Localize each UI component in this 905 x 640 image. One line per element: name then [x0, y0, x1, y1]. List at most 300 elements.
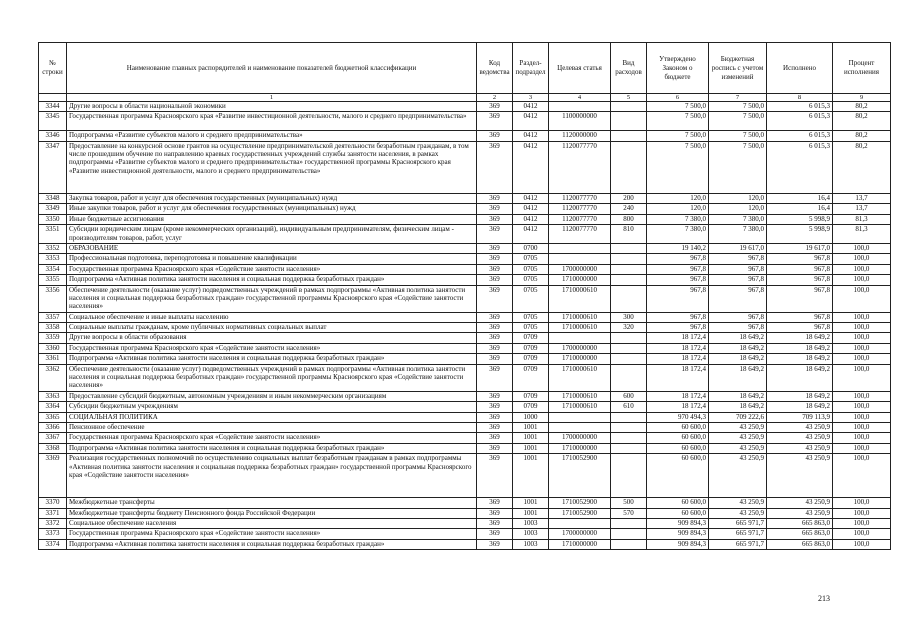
header-num: № строки — [39, 43, 67, 94]
row-razdel: 0412 — [513, 193, 549, 203]
row-number: 3370 — [39, 498, 67, 508]
row-rosp: 120,0 — [709, 193, 767, 203]
row-razdel: 0705 — [513, 312, 549, 322]
row-rosp: 665 971,7 — [709, 539, 767, 549]
row-ved: 369 — [477, 204, 513, 214]
row-proc: 100,0 — [833, 443, 891, 453]
row-utv: 7 500,0 — [647, 102, 709, 112]
row-rosp: 43 250,9 — [709, 454, 767, 498]
row-proc: 13,7 — [833, 193, 891, 203]
row-number: 3362 — [39, 364, 67, 391]
row-celevaya: 1700000000 — [549, 433, 611, 443]
row-name: Обеспечение деятельности (оказание услуг) подведомственных учреждений в рамках подпрограммы «Активная политика занятости населения и социальная поддержка безработных граждан» государственной программы Красноярского края «Содействие занятости населения» — [67, 285, 477, 312]
row-name: Социальное обеспечение населения — [67, 518, 477, 528]
row-vid: 500 — [611, 498, 647, 508]
table-row — [39, 323, 891, 333]
row-number: 3347 — [39, 141, 67, 193]
row-vid — [611, 454, 647, 498]
row-ved: 369 — [477, 402, 513, 412]
row-name: Подпрограмма «Активная политика занятости населения и социальная поддержка безработных граждан» — [67, 443, 477, 453]
table-row — [39, 454, 891, 498]
row-rosp: 18 649,2 — [709, 364, 767, 391]
row-proc: 100,0 — [833, 402, 891, 412]
row-number: 3364 — [39, 402, 67, 412]
row-utv: 60 600,0 — [647, 498, 709, 508]
row-number: 3356 — [39, 285, 67, 312]
row-proc: 100,0 — [833, 529, 891, 539]
row-utv: 60 600,0 — [647, 433, 709, 443]
page-number: 213 — [818, 594, 830, 603]
header-razdel: Раздел-подраздел — [513, 43, 549, 94]
row-rosp: 7 500,0 — [709, 141, 767, 193]
row-utv: 19 140,2 — [647, 243, 709, 253]
row-celevaya: 1710052900 — [549, 508, 611, 518]
row-proc: 100,0 — [833, 285, 891, 312]
table-row — [39, 391, 891, 401]
row-celevaya: 1100000000 — [549, 112, 611, 131]
row-isp: 18 649,2 — [767, 402, 833, 412]
table-row — [39, 539, 891, 549]
row-name: Социальное обеспечение и иные выплаты населению — [67, 312, 477, 322]
row-razdel: 0705 — [513, 323, 549, 333]
row-utv: 909 894,3 — [647, 518, 709, 528]
row-proc: 100,0 — [833, 433, 891, 443]
row-utv: 967,8 — [647, 264, 709, 274]
row-rosp: 967,8 — [709, 254, 767, 264]
row-razdel: 1003 — [513, 529, 549, 539]
row-vid: 600 — [611, 391, 647, 401]
row-vid — [611, 443, 647, 453]
row-celevaya: 1700000000 — [549, 264, 611, 274]
row-proc: 100,0 — [833, 323, 891, 333]
row-number: 3365 — [39, 412, 67, 422]
row-vid: 570 — [611, 508, 647, 518]
table-row — [39, 354, 891, 364]
row-ved: 369 — [477, 243, 513, 253]
row-rosp: 665 971,7 — [709, 529, 767, 539]
row-razdel: 0709 — [513, 391, 549, 401]
col-index-7: 7 — [709, 94, 767, 102]
row-razdel: 1001 — [513, 433, 549, 443]
row-razdel: 0705 — [513, 264, 549, 274]
row-razdel: 0709 — [513, 402, 549, 412]
row-isp: 967,8 — [767, 264, 833, 274]
row-razdel: 1001 — [513, 423, 549, 433]
row-celevaya: 1710000610 — [549, 312, 611, 322]
row-razdel: 1001 — [513, 443, 549, 453]
row-name: Подпрограмма «Активная политика занятости населения и социальная поддержка безработных граждан» — [67, 354, 477, 364]
row-utv: 967,8 — [647, 275, 709, 285]
row-number: 3372 — [39, 518, 67, 528]
row-proc: 100,0 — [833, 364, 891, 391]
row-rosp: 7 380,0 — [709, 225, 767, 244]
row-ved: 369 — [477, 285, 513, 312]
row-rosp: 18 649,2 — [709, 354, 767, 364]
table-row — [39, 433, 891, 443]
table-row — [39, 402, 891, 412]
table-row — [39, 529, 891, 539]
row-ved: 369 — [477, 539, 513, 549]
row-ved: 369 — [477, 323, 513, 333]
row-number: 3355 — [39, 275, 67, 285]
row-celevaya: 1120077770 — [549, 225, 611, 244]
row-celevaya: 1120000000 — [549, 131, 611, 141]
row-proc: 80,2 — [833, 112, 891, 131]
row-celevaya — [549, 102, 611, 112]
row-vid — [611, 343, 647, 353]
row-name: Иные закупки товаров, работ и услуг для обеспечения государственных (муниципальных) нужд — [67, 204, 477, 214]
table-row — [39, 275, 891, 285]
row-vid — [611, 254, 647, 264]
row-vid — [611, 364, 647, 391]
row-utv: 60 600,0 — [647, 508, 709, 518]
row-name: Социальные выплаты гражданам, кроме публичных нормативных социальных выплат — [67, 323, 477, 333]
row-celevaya: 1700000000 — [549, 529, 611, 539]
row-number: 3369 — [39, 454, 67, 498]
row-isp: 43 250,9 — [767, 508, 833, 518]
row-rosp: 7 500,0 — [709, 131, 767, 141]
row-celevaya — [549, 423, 611, 433]
col-index-5: 5 — [611, 94, 647, 102]
table-row — [39, 518, 891, 528]
row-name: Подпрограмма «Развитие субъектов малого и среднего предпринимательства» — [67, 131, 477, 141]
row-proc: 100,0 — [833, 412, 891, 422]
row-ved: 369 — [477, 498, 513, 508]
row-proc: 81,3 — [833, 225, 891, 244]
row-razdel: 1001 — [513, 498, 549, 508]
row-utv: 7 500,0 — [647, 131, 709, 141]
row-number: 3360 — [39, 343, 67, 353]
row-proc: 100,0 — [833, 539, 891, 549]
row-vid — [611, 275, 647, 285]
row-vid — [611, 518, 647, 528]
row-utv: 120,0 — [647, 193, 709, 203]
row-proc: 100,0 — [833, 243, 891, 253]
row-number: 3348 — [39, 193, 67, 203]
row-name: Межбюджетные трансферты бюджету Пенсионного фонда Российской Федерации — [67, 508, 477, 518]
budget-table — [38, 42, 891, 550]
row-ved: 369 — [477, 529, 513, 539]
row-ved: 369 — [477, 225, 513, 244]
row-celevaya: 1710000610 — [549, 364, 611, 391]
col-index-blank — [39, 94, 67, 102]
row-utv: 18 172,4 — [647, 333, 709, 343]
row-vid — [611, 354, 647, 364]
row-vid — [611, 102, 647, 112]
row-rosp: 967,8 — [709, 312, 767, 322]
row-razdel: 0709 — [513, 364, 549, 391]
row-vid — [611, 412, 647, 422]
table-row — [39, 412, 891, 422]
row-number: 3367 — [39, 433, 67, 443]
row-celevaya: 1710000000 — [549, 539, 611, 549]
budget-table-page — [38, 42, 890, 550]
col-index-3: 3 — [513, 94, 549, 102]
row-isp: 18 649,2 — [767, 364, 833, 391]
row-utv: 60 600,0 — [647, 423, 709, 433]
col-index-8: 8 — [767, 94, 833, 102]
row-rosp: 967,8 — [709, 285, 767, 312]
row-isp: 18 649,2 — [767, 354, 833, 364]
row-vid — [611, 112, 647, 131]
row-rosp: 18 649,2 — [709, 402, 767, 412]
row-razdel: 0705 — [513, 285, 549, 312]
row-name: Предоставление на конкурсной основе грантов на осуществление предпринимательской деятельности безработным гражданам, в том числе прошедшим обучение по направлению краевых государственных учреждений службы занятости населения, в рамках подпрограммы «Развитие субъектов малого и среднего предпринимательства» государственной программы Красноярского края «Развитие инвестиционной деятельности, малого и среднего предпринимательства» — [67, 141, 477, 193]
row-utv: 967,8 — [647, 312, 709, 322]
row-razdel: 1003 — [513, 518, 549, 528]
row-utv: 7 380,0 — [647, 225, 709, 244]
row-proc: 100,0 — [833, 343, 891, 353]
row-name: Субсидии бюджетным учреждениям — [67, 402, 477, 412]
row-number: 3374 — [39, 539, 67, 549]
row-vid: 240 — [611, 204, 647, 214]
row-vid — [611, 264, 647, 274]
row-name: ОБРАЗОВАНИЕ — [67, 243, 477, 253]
row-name: Пенсионное обеспечение — [67, 423, 477, 433]
row-isp: 5 998,9 — [767, 225, 833, 244]
row-proc: 100,0 — [833, 354, 891, 364]
table-row — [39, 214, 891, 224]
row-ved: 369 — [477, 214, 513, 224]
row-celevaya: 1710000610 — [549, 323, 611, 333]
row-rosp: 967,8 — [709, 275, 767, 285]
row-number: 3354 — [39, 264, 67, 274]
row-ved: 369 — [477, 141, 513, 193]
row-razdel: 0412 — [513, 214, 549, 224]
table-row — [39, 112, 891, 131]
row-isp: 43 250,9 — [767, 433, 833, 443]
row-utv: 7 380,0 — [647, 214, 709, 224]
row-proc: 81,3 — [833, 214, 891, 224]
row-isp: 665 863,0 — [767, 518, 833, 528]
col-index-9: 9 — [833, 94, 891, 102]
row-name: Предоставление субсидий бюджетным, автономным учреждениям и иным некоммерческим организациям — [67, 391, 477, 401]
row-proc: 100,0 — [833, 518, 891, 528]
row-razdel: 0412 — [513, 112, 549, 131]
row-vid: 200 — [611, 193, 647, 203]
row-number: 3344 — [39, 102, 67, 112]
table-row — [39, 131, 891, 141]
table-body — [39, 102, 891, 550]
row-isp: 967,8 — [767, 285, 833, 312]
row-isp: 43 250,9 — [767, 443, 833, 453]
row-celevaya: 1710000000 — [549, 275, 611, 285]
row-celevaya — [549, 518, 611, 528]
row-ved: 369 — [477, 433, 513, 443]
row-number: 3363 — [39, 391, 67, 401]
row-number: 3361 — [39, 354, 67, 364]
row-razdel: 1001 — [513, 454, 549, 498]
row-utv: 967,8 — [647, 323, 709, 333]
row-vid — [611, 141, 647, 193]
row-proc: 100,0 — [833, 333, 891, 343]
row-name: Профессиональная подготовка, переподготовка и повышение квалификации — [67, 254, 477, 264]
row-isp: 6 015,3 — [767, 131, 833, 141]
row-utv: 909 894,3 — [647, 529, 709, 539]
row-isp: 16,4 — [767, 204, 833, 214]
row-utv: 18 172,4 — [647, 354, 709, 364]
row-celevaya — [549, 243, 611, 253]
row-rosp: 18 649,2 — [709, 343, 767, 353]
row-name: Государственная программа Красноярского края «Содействие занятости населения» — [67, 529, 477, 539]
row-celevaya: 1120077770 — [549, 204, 611, 214]
col-index-6: 6 — [647, 94, 709, 102]
row-proc: 100,0 — [833, 498, 891, 508]
row-proc: 100,0 — [833, 391, 891, 401]
row-utv: 60 600,0 — [647, 443, 709, 453]
row-celevaya: 1120077770 — [549, 214, 611, 224]
row-number: 3350 — [39, 214, 67, 224]
row-celevaya — [549, 333, 611, 343]
row-utv: 967,8 — [647, 254, 709, 264]
row-rosp: 7 500,0 — [709, 102, 767, 112]
row-isp: 18 649,2 — [767, 391, 833, 401]
column-index-row — [39, 94, 891, 102]
row-number: 3349 — [39, 204, 67, 214]
row-isp: 43 250,9 — [767, 454, 833, 498]
row-razdel: 0412 — [513, 204, 549, 214]
row-isp: 967,8 — [767, 275, 833, 285]
row-ved: 369 — [477, 193, 513, 203]
row-isp: 6 015,3 — [767, 141, 833, 193]
table-row — [39, 333, 891, 343]
row-utv: 7 500,0 — [647, 112, 709, 131]
row-celevaya: 1700000000 — [549, 343, 611, 353]
row-ved: 369 — [477, 112, 513, 131]
row-rosp: 43 250,9 — [709, 508, 767, 518]
row-vid: 320 — [611, 323, 647, 333]
row-name: Реализация государственных полномочий по осуществлению социальных выплат безработным гражданам в рамках подпрограммы «Активная политика занятости населения и социальная поддержка безработных граждан» государственной программы Красноярского края «Содействие занятости населения» — [67, 454, 477, 498]
row-ved: 369 — [477, 333, 513, 343]
row-number: 3358 — [39, 323, 67, 333]
table-row — [39, 423, 891, 433]
header-ved: Код ведомства — [477, 43, 513, 94]
header-row — [39, 43, 891, 94]
row-number: 3359 — [39, 333, 67, 343]
row-celevaya: 1710000000 — [549, 443, 611, 453]
row-razdel: 0709 — [513, 343, 549, 353]
row-rosp: 7 380,0 — [709, 214, 767, 224]
row-vid: 810 — [611, 225, 647, 244]
header-utv: Утверждено Законом о бюджете — [647, 43, 709, 94]
row-vid: 610 — [611, 402, 647, 412]
row-proc: 100,0 — [833, 254, 891, 264]
row-name: Государственная программа Красноярского края «Содействие занятости населения» — [67, 433, 477, 443]
table-row — [39, 312, 891, 322]
row-rosp: 967,8 — [709, 264, 767, 274]
header-name: Наименование главных распорядителей и наименование показателей бюджетной классификации — [67, 43, 477, 94]
row-rosp: 18 649,2 — [709, 333, 767, 343]
row-vid — [611, 333, 647, 343]
row-name: Другие вопросы в области образования — [67, 333, 477, 343]
table-row — [39, 508, 891, 518]
header-vid: Вид расходов — [611, 43, 647, 94]
table-row — [39, 204, 891, 214]
row-isp: 43 250,9 — [767, 423, 833, 433]
row-ved: 369 — [477, 102, 513, 112]
row-rosp: 7 500,0 — [709, 112, 767, 131]
row-utv: 970 494,3 — [647, 412, 709, 422]
row-name: Подпрограмма «Активная политика занятости населения и социальная поддержка безработных граждан» — [67, 539, 477, 549]
header-proc: Процент исполнения — [833, 43, 891, 94]
row-razdel: 1003 — [513, 539, 549, 549]
row-utv: 18 172,4 — [647, 402, 709, 412]
row-vid — [611, 131, 647, 141]
row-name: СОЦИАЛЬНАЯ ПОЛИТИКА — [67, 412, 477, 422]
row-rosp: 43 250,9 — [709, 423, 767, 433]
row-isp: 967,8 — [767, 254, 833, 264]
row-isp: 5 998,9 — [767, 214, 833, 224]
row-utv: 967,8 — [647, 285, 709, 312]
row-utv: 7 500,0 — [647, 141, 709, 193]
row-celevaya — [549, 412, 611, 422]
row-utv: 18 172,4 — [647, 343, 709, 353]
row-proc: 100,0 — [833, 312, 891, 322]
row-number: 3345 — [39, 112, 67, 131]
row-razdel: 0700 — [513, 243, 549, 253]
row-rosp: 43 250,9 — [709, 443, 767, 453]
row-name: Закупка товаров, работ и услуг для обеспечения государственных (муниципальных) нужд — [67, 193, 477, 203]
table-row — [39, 443, 891, 453]
row-vid — [611, 529, 647, 539]
row-vid — [611, 433, 647, 443]
row-ved: 369 — [477, 454, 513, 498]
row-vid — [611, 423, 647, 433]
table-row — [39, 264, 891, 274]
row-rosp: 967,8 — [709, 323, 767, 333]
row-name: Государственная программа Красноярского края «Развитие инвестиционной деятельности, малого и среднего предпринимательства» — [67, 112, 477, 131]
row-rosp: 120,0 — [709, 204, 767, 214]
row-proc: 100,0 — [833, 508, 891, 518]
row-vid — [611, 243, 647, 253]
row-isp: 6 015,3 — [767, 112, 833, 131]
row-number: 3371 — [39, 508, 67, 518]
row-utv: 18 172,4 — [647, 364, 709, 391]
row-ved: 369 — [477, 131, 513, 141]
row-isp: 665 863,0 — [767, 529, 833, 539]
row-name: Другие вопросы в области национальной экономики — [67, 102, 477, 112]
row-number: 3357 — [39, 312, 67, 322]
row-ved: 369 — [477, 423, 513, 433]
table-row — [39, 141, 891, 193]
row-name: Иные бюджетные ассигнования — [67, 214, 477, 224]
row-rosp: 43 250,9 — [709, 498, 767, 508]
table-row — [39, 285, 891, 312]
row-proc: 100,0 — [833, 423, 891, 433]
col-index-2: 2 — [477, 94, 513, 102]
row-celevaya: 1710000610 — [549, 391, 611, 401]
col-index-1: 1 — [67, 94, 477, 102]
row-number: 3353 — [39, 254, 67, 264]
row-ved: 369 — [477, 391, 513, 401]
row-rosp: 18 649,2 — [709, 391, 767, 401]
header-celevaya: Целевая статья — [549, 43, 611, 94]
row-isp: 967,8 — [767, 312, 833, 322]
table-row — [39, 364, 891, 391]
row-ved: 369 — [477, 254, 513, 264]
row-ved: 369 — [477, 364, 513, 391]
row-name: Подпрограмма «Активная политика занятости населения и социальная поддержка безработных граждан» — [67, 275, 477, 285]
row-isp: 709 113,9 — [767, 412, 833, 422]
row-proc: 100,0 — [833, 275, 891, 285]
row-utv: 120,0 — [647, 204, 709, 214]
row-razdel: 0705 — [513, 254, 549, 264]
row-utv: 18 172,4 — [647, 391, 709, 401]
row-name: Государственная программа Красноярского края «Содействие занятости населения» — [67, 343, 477, 353]
row-number: 3373 — [39, 529, 67, 539]
row-celevaya: 1710000610 — [549, 402, 611, 412]
row-name: Обеспечение деятельности (оказание услуг) подведомственных учреждений в рамках подпрограммы «Активная политика занятости населения и социальная поддержка безработных граждан» государственной программы Красноярского края «Содействие занятости населения» — [67, 364, 477, 391]
